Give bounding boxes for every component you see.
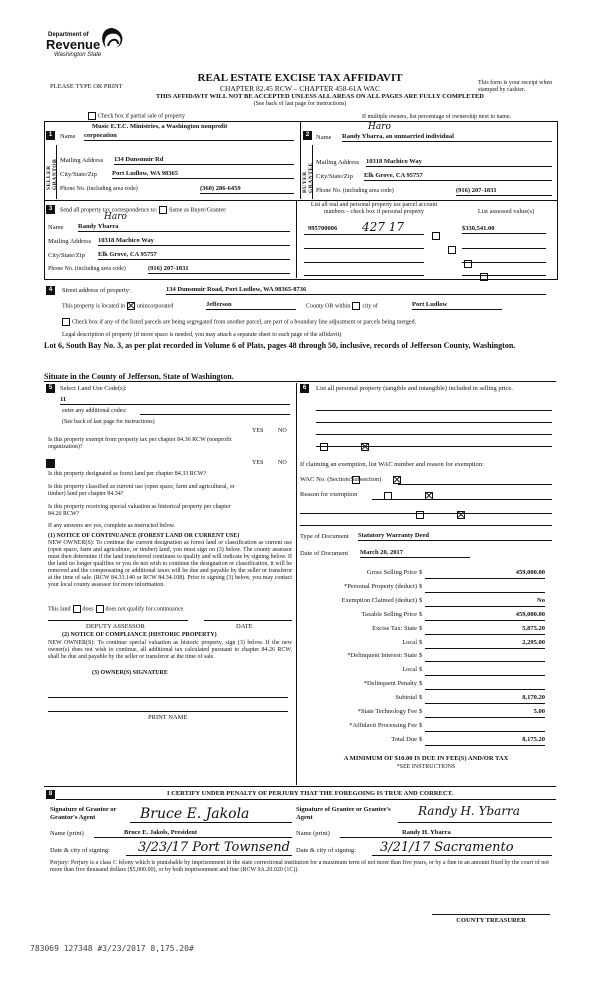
owner-signature-label: (3) OWNER(S) SIGNATURE [92, 670, 168, 676]
seller-name-line2: corporation [84, 132, 294, 141]
financial-label: Exemption Claimed (deduct) [341, 596, 417, 604]
no-header-2: NO [278, 460, 287, 466]
does-checkbox[interactable] [73, 605, 81, 613]
additional-codes: enter any additional codes: [62, 408, 127, 414]
buyer-handwritten-name: Haro [368, 122, 391, 132]
financial-label: Gross Selling Price [366, 569, 417, 576]
certify-statement: I CERTIFY UNDER PENALTY OF PERJURY THAT THE FOREGOING IS TRUE AND CORRECT. [166, 790, 453, 797]
section-2-number: 2 [303, 131, 312, 140]
land-use-code: 11 [60, 396, 290, 405]
financial-dollar: $ [419, 721, 423, 729]
grantee-date-city: 3/21/17 Sacramento [380, 840, 514, 855]
financial-label: Total Due [391, 735, 417, 743]
minimum-fee-note: A MINIMUM OF $10.00 IS DUE IN FEE(S) AND/OR TAX [343, 755, 509, 762]
dor-swoosh-icon [98, 26, 126, 52]
county-or-within: County OR within city of [306, 303, 378, 310]
buyer-phone: (916) 207-1831 [456, 187, 552, 196]
grantee-print: Randy H. Ybarra [340, 829, 552, 838]
see-instructions: *SEE INSTRUCTIONS [396, 764, 456, 770]
financial-value [425, 652, 545, 662]
financial-label: Excise Tax: State [372, 624, 417, 632]
seller-phone-label: Phone No. (including area code) [60, 186, 138, 192]
historical-question: Is this property receiving special valuation as historical property per chapter 84.26 RCW? [48, 504, 231, 517]
deputy-assessor: DEPUTY ASSESSOR [86, 623, 145, 630]
grantee-print-label: Name (print) [296, 830, 330, 837]
financial-value: No [425, 597, 545, 607]
section-5-number: 5 [46, 384, 55, 393]
exemption-label: If claiming an exemption, list WAC number and reason for exemption: [300, 461, 484, 468]
no-header-1: NO [278, 428, 287, 434]
financial-label: *State Technology Fee [357, 708, 417, 715]
financial-value: 5,875.20 [425, 625, 545, 635]
financial-label: *Delinquent Penalty [363, 680, 417, 688]
doc-date-label: Date of Document [300, 550, 349, 557]
financial-dollar: $ [419, 666, 423, 674]
correspondence-name: Randy Ybarra [78, 223, 290, 232]
financial-value: 459,000.00 [425, 611, 545, 621]
parcel-2-checkbox[interactable] [448, 246, 456, 254]
financial-value [425, 583, 545, 593]
parcel-handwritten: 427 17 [362, 220, 404, 234]
grantor-print: Bruce E. Jakols, President [94, 829, 292, 838]
financial-row [307, 611, 547, 622]
correspondence-city-label: City/State/Zip [48, 252, 85, 259]
if-yes-note: If any answers are yes, complete as instructed below. [48, 523, 176, 529]
property-city: Port Ludlow [412, 301, 502, 310]
buyer-city-label: City/State/Zip [316, 173, 353, 180]
financial-value [425, 666, 545, 676]
dept-line1: Department of [48, 32, 89, 38]
form-title: REAL ESTATE EXCISE TAX AFFIDAVIT [197, 72, 403, 84]
correspondence-label: Send all property tax correspondence to: Same as Buyer/Grantee [60, 207, 226, 214]
correspondence-city: Elk Grove, CA 95757 [98, 251, 290, 260]
assessed-value: $330,541.00 [462, 225, 546, 234]
buyer-tag: BUYER GRANTEE [302, 162, 314, 193]
receipt-note: This form is your receipt when stamped by cashier. [478, 80, 553, 93]
multiple-owners-note: If multiple owners, list percentage of ownership next to name. [362, 114, 512, 120]
section-4-number: 4 [46, 286, 55, 295]
seller-name-label: Name [60, 133, 76, 140]
correspondence-mailing: 10318 Machico Way [98, 237, 290, 246]
financial-label: *Delinquent Interest: State [347, 652, 417, 660]
financial-value: 459,000.00 [425, 569, 545, 579]
street-label: Street address of property: [62, 287, 131, 294]
print-name-label: PRINT NAME [148, 714, 188, 721]
parcel-1-checkbox[interactable] [432, 232, 440, 240]
financial-label: *Personal Property (deduct) [344, 582, 417, 590]
financial-label: Taxable Selling Price [361, 610, 417, 618]
reason-label: Reason for exemption [300, 491, 358, 498]
continuance-row: This land does does not qualify for continuance. [48, 606, 185, 613]
seller-city: Port Ludlow, WA 98365 [112, 170, 294, 179]
financial-dollar: $ [419, 680, 423, 688]
partial-sale-checkbox[interactable] [88, 112, 96, 120]
notice1-body: NEW OWNER(S): To continue the current designation as forest land or classification as current use (open space, farm and agriculture, or timber) land, you must sign on (3) below. The county assessor must then determine if the land transferred continues to qualify and will indicate by signing below. If the land no longer qualifies or you do not wish to continue the designation or classification, it will be removed and the compensating or additional taxes will be due and payable by the seller or transferor at the time of sale. (RCW 84.33.140 or RCW 84.34.108). Prior to signing (3) below, you may contact your local county assessor for more information. [48, 540, 292, 588]
seller-mailing: 134 Dunsmuir Rd [114, 156, 294, 165]
financial-dollar: $ [419, 638, 423, 646]
financial-dollar: $ [419, 735, 423, 743]
dept-line2: Revenue [46, 37, 101, 52]
county-treasurer: COUNTY TREASURER [456, 917, 526, 924]
cashier-stamp: 783069 127348 #3/23/2017 8,175.20# [30, 944, 194, 953]
financial-value: 5.00 [425, 708, 545, 718]
dor-logo [46, 22, 136, 66]
financial-dollar: $ [419, 708, 423, 715]
financial-dollar: $ [419, 596, 423, 604]
dept-line3: Washington State [54, 52, 102, 58]
grantor-date-city: 3/23/17 Port Townsend [138, 840, 290, 855]
financial-label: Local [402, 666, 417, 674]
section-6-marker-left [46, 459, 55, 468]
financial-dollar: $ [419, 582, 423, 590]
financial-value: 8,170.20 [425, 694, 545, 704]
grantor-signature: Bruce E. Jakola [140, 806, 250, 822]
correspondence-mailing-label: Mailing Address [48, 238, 92, 245]
legal-description: Lot 6, South Bay No. 3, as per plat recorded in Volume 6 of Plats, pages 48 through 50, inclusive, records of Jefferson County, Washington. [44, 341, 516, 350]
buyer-name: Randy Ybarra, an unmarried individual [342, 133, 552, 142]
city-of-checkbox[interactable] [352, 302, 360, 310]
exempt-no-checkbox[interactable] [361, 443, 369, 451]
yes-header-1: YES [252, 428, 264, 434]
seller-tag: SELLER GRANTOR [46, 158, 58, 190]
financial-label: Local [402, 638, 417, 646]
legal-label: Legal description of property (if more space is needed, you may attach a separate sheet to each page of the affidavit) [62, 332, 342, 338]
forest-question: Is this property designated as forest land per chapter 84.33 RCW? [48, 471, 207, 477]
see-back: (See back of last page for instructions) [253, 101, 347, 107]
section-6-number: 6 [300, 384, 309, 393]
buyer-city: Elk Grove, CA 95757 [364, 172, 552, 181]
correspondence-phone-label: Phone No. (including area code) [48, 266, 126, 272]
seller-phone: (360) 286-6459 [200, 185, 294, 194]
financial-value [425, 722, 545, 732]
financial-dollar: $ [419, 610, 423, 618]
seller-mailing-label: Mailing Address [60, 157, 104, 164]
grantee-sig-label: Signature of Grantee or Grantee's Agent [296, 806, 391, 821]
financial-dollar: $ [419, 569, 423, 576]
grantor-print-label: Name (print) [50, 830, 84, 837]
segregation-row: Check box if any of the listed parcels are being segregated from another parcel, are part of a boundary line adjustment or parcels being merged. [60, 318, 552, 326]
deputy-date: DATE [236, 623, 253, 630]
financial-row [307, 722, 547, 733]
perjury-note: Perjury: Perjury is a class C felony which is punishable by imprisonment in the state correctional institution for a maximum term of not more than five years, or by a fine in an amount fixed by the court of not more than five thousand dollars ($5,000.00), or by both imprisonment and fine (RCW 9A.20.020 (1C)). [50, 860, 549, 873]
grantor-sig-label: Signature of Grantor or Grantor's Agent [50, 806, 117, 821]
not-accepted-warning: THIS AFFIDAVIT WILL NOT BE ACCEPTED UNLESS ALL AREAS ON ALL PAGES ARE FULLY COMPLETED [156, 93, 484, 100]
financial-row [307, 597, 547, 608]
same-as-buyer-checkbox[interactable] [159, 206, 167, 214]
grantee-date-label: Date & city of signing: [296, 847, 356, 854]
notice1-title: (1) NOTICE OF CONTINUANCE (FOREST LAND OR CURRENT USE) [48, 533, 240, 539]
financial-row [307, 639, 547, 650]
open-space-question: Is this property classified as current use (open space, farm and agricultural, or timber) land per chapter 84.34? [48, 484, 235, 497]
does-not-checkbox[interactable] [96, 605, 104, 613]
located-in-row: This property is located in unincorporated [62, 303, 174, 310]
financial-value: 8,175.20 [425, 736, 545, 746]
land-use-see-back: (See back of last page for instructions) [62, 419, 155, 425]
unincorporated-checkbox[interactable] [127, 302, 135, 310]
notice2-title: (2) NOTICE OF COMPLIANCE (HISTORIC PROPERTY) [62, 632, 217, 638]
property-street: 134 Dunsmuir Road, Port Ludlow, WA 98365-8736 [166, 286, 546, 295]
property-county: Jefferson [206, 301, 296, 310]
buyer-phone-label: Phone No. (including area code) [316, 188, 394, 194]
partial-sale: Check box if partial sale of property [86, 112, 185, 120]
notice2-body: NEW OWNER(S): To continue special valuation as historic property, sign (3) below. If the new owner(s) does not wish to continue, all additional tax calculated pursuant to chapter 84.26 RCW, shall be due and payable by the seller or transferor at the time of sale. [48, 640, 292, 660]
assessed-header: List assessed value(s) [477, 208, 535, 215]
financial-dollar: $ [419, 694, 423, 702]
financial-row [307, 652, 547, 663]
section-8-number: 8 [46, 790, 55, 799]
exempt-question: Is this property exempt from property tax per chapter 84.36 RCW (nonprofit organization)? [48, 437, 232, 450]
please-type: PLEASE TYPE OR PRINT [50, 83, 123, 90]
financial-dollar: $ [419, 624, 423, 632]
segregation-checkbox[interactable] [62, 318, 70, 326]
section-3-number: 3 [46, 205, 55, 214]
correspondence-handwritten-name: Haro [104, 212, 127, 222]
wac-label: WAC No. (Section/Subsection) [300, 476, 382, 483]
doc-type: Statutory Warranty Deed [358, 532, 552, 541]
correspondence-phone: (916) 207-1831 [148, 265, 290, 274]
financial-value: 2,295.00 [425, 639, 545, 649]
financial-row [307, 736, 547, 747]
grantee-signature: Randy H. Ybarra [418, 804, 520, 818]
financial-row [307, 583, 547, 594]
financial-row [307, 569, 547, 580]
form-chapter: CHAPTER 82.45 RCW – CHAPTER 458-61A WAC [220, 84, 380, 93]
buyer-mailing-label: Mailing Address [316, 159, 360, 166]
section-1-number: 1 [46, 131, 55, 140]
financial-row [307, 666, 547, 677]
exempt-yes-checkbox[interactable] [320, 443, 328, 451]
seller-buyer-divider [300, 121, 301, 199]
buyer-mailing: 10318 Machico Way [366, 158, 552, 167]
seller-city-label: City/State/Zip [60, 171, 97, 178]
situate: Situate in the County of Jefferson, State of Washington. [44, 372, 234, 381]
personal-property-label: List all personal property (tangible and intangible) included in selling price. [316, 385, 513, 392]
financial-label: Subtotal [395, 694, 417, 702]
parcels-header: List all real and personal property tax parcel account numbers – check box if personal property [310, 202, 438, 215]
land-use-label: Select Land Use Code(s): [60, 385, 127, 392]
yes-header-2: YES [252, 460, 264, 466]
buyer-name-label: Name [316, 134, 332, 141]
correspondence-name-label: Name [48, 224, 64, 231]
financial-row [307, 708, 547, 719]
financial-label: *Affidavit Processing Fee [349, 721, 417, 729]
financial-dollar: $ [419, 652, 423, 660]
parcel-number: 995700006 [308, 225, 338, 232]
financial-row [307, 694, 547, 705]
financial-value [425, 680, 545, 690]
grantor-date-label: Date & city of signing: [50, 847, 110, 854]
financial-row [307, 680, 547, 691]
doc-date: March 20, 2017 [360, 549, 470, 558]
financial-row [307, 625, 547, 636]
seller-name-line1: Music E.T.C. Ministries, a Washington nonprofit [92, 123, 228, 130]
doc-type-label: Type of Document [300, 533, 349, 540]
